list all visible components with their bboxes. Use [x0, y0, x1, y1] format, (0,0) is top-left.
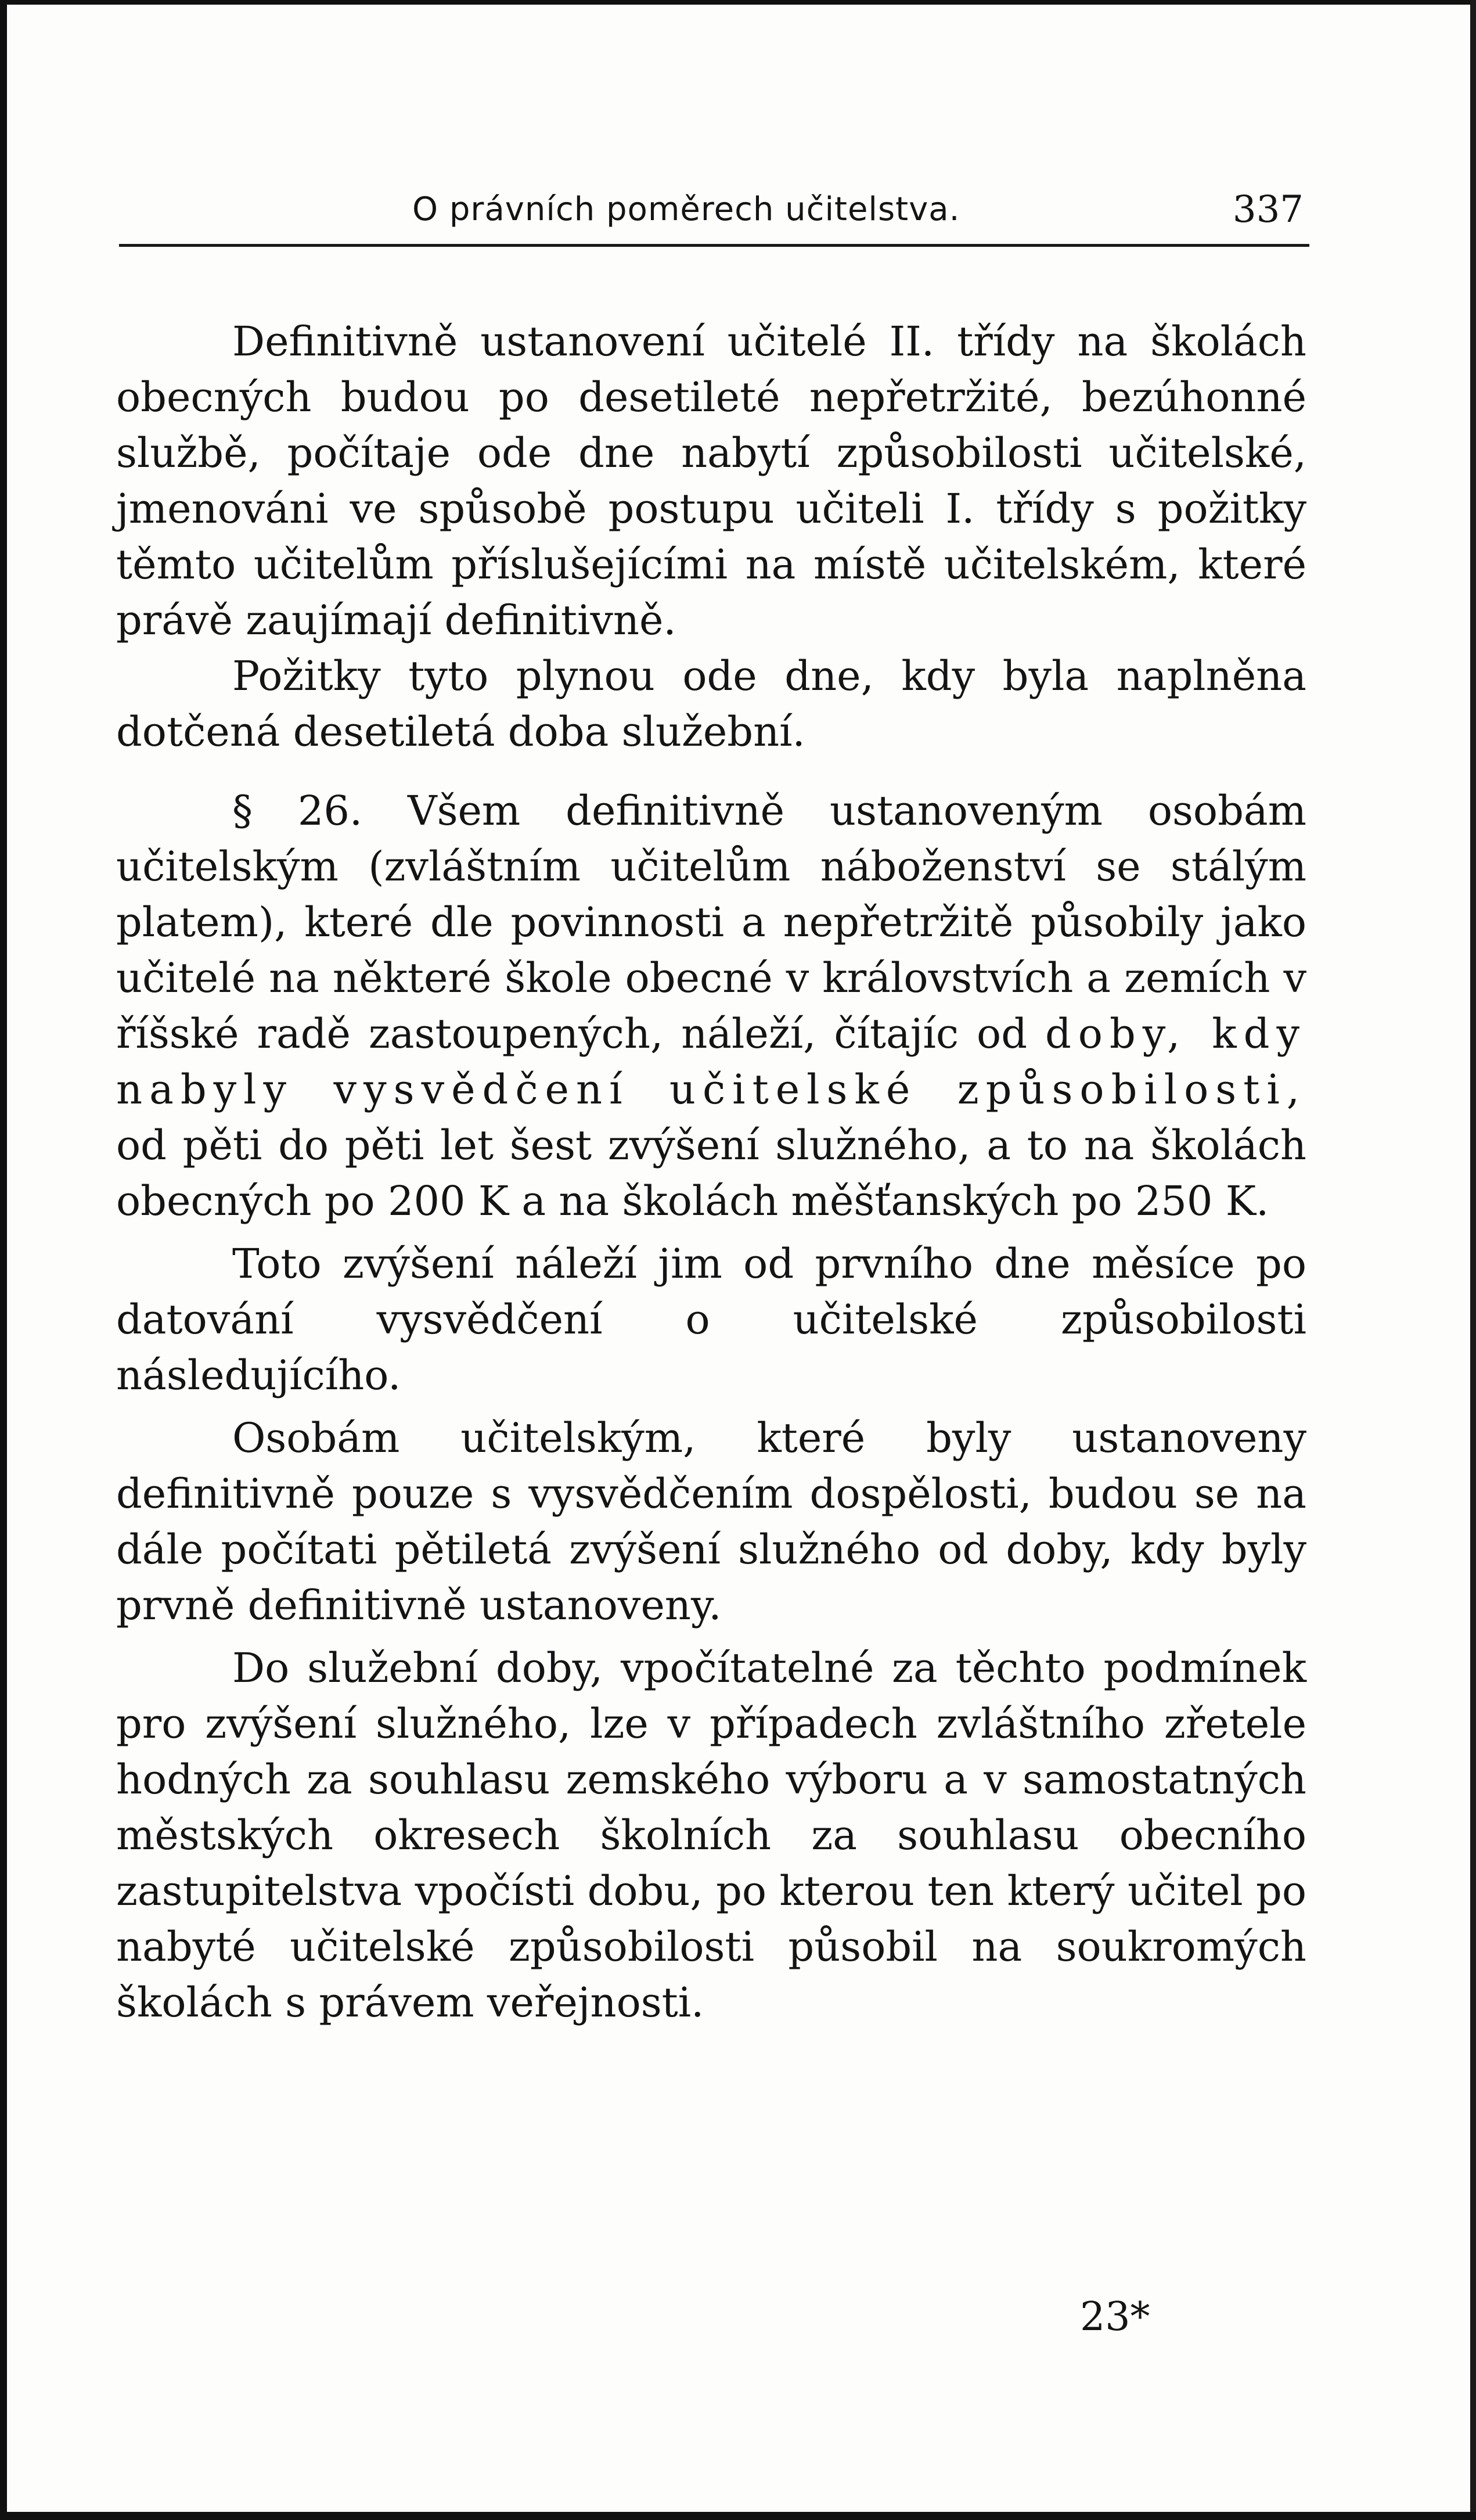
section-26-text-end: od pěti do pěti let šest zvýšení služného, a to na školách obecných po 200 K a na školách měšťanských po 250 K.	[116, 1121, 1306, 1225]
body-text	[116, 314, 1306, 2030]
section-26-spaced-text: doby, kdy nabyly vysvědčení učitelské způsobilosti,	[116, 1010, 1306, 1113]
scan-edge-bottom	[0, 2512, 1476, 2520]
page-number: 337	[1232, 188, 1304, 231]
page-header	[119, 186, 1309, 250]
running-title: O právních poměrech učitelstva.	[412, 190, 960, 228]
paragraph-5: Osobám učitelským, které byly ustanoveny definitivně pouze s vysvědčením dospělosti, budou se na dále počítati pětiletá zvýšení služného od doby, kdy byly prvně definitivně ustanoveny.	[116, 1414, 1306, 1629]
paragraph-2: Požitky tyto plynou ode dne, kdy byla naplněna dotčená desetiletá doba služební.	[116, 652, 1306, 756]
scan-edge-right	[1470, 0, 1476, 2520]
scan-edge-left	[0, 0, 7, 2520]
paragraph-section-26	[116, 783, 1306, 1229]
paragraph-6: Do služební doby, vpočítatelné za těchto podmínek pro zvýšení služného, lze v případech zvláštního zřetele hodných za souhlasu zemského výboru a v samostatných městských okresech školních za souhlasu obecního zastupitelstva vpočísti dobu, po kterou ten který učitel po nabyté učitelské způsobilosti působil na soukromých školách s právem veřejnosti.	[116, 1644, 1306, 2026]
paragraph-1: Definitivně ustanovení učitelé II. třídy na školách obecných budou po desetileté nepřetržité, bezúhonné službě, počítaje ode dne nabytí způsobilosti učitelské, jmenováni ve spůsobě postupu učiteli I. třídy s požitky těmto učitelům příslušejícími na místě učitelském, které právě zaujímají definitivně.	[116, 318, 1306, 644]
scan-edge-top	[0, 0, 1476, 5]
header-rule	[119, 244, 1309, 247]
paragraph-4: Toto zvýšení náleží jim od prvního dne měsíce po datování vysvědčení o učitelské způsobilosti následujícího.	[116, 1240, 1306, 1399]
section-26-text-start: § 26. Všem definitivně ustanoveným osobám učitelským (zvláštním učitelům náboženství se stálým platem), které dle povinnosti a nepřetržitě působily jako učitelé na některé škole obecné v královstvích a zemích v říšské radě zastoupených, náleží, čítajíc od	[116, 787, 1306, 1058]
printer-signature-mark: 23*	[1080, 2294, 1150, 2340]
